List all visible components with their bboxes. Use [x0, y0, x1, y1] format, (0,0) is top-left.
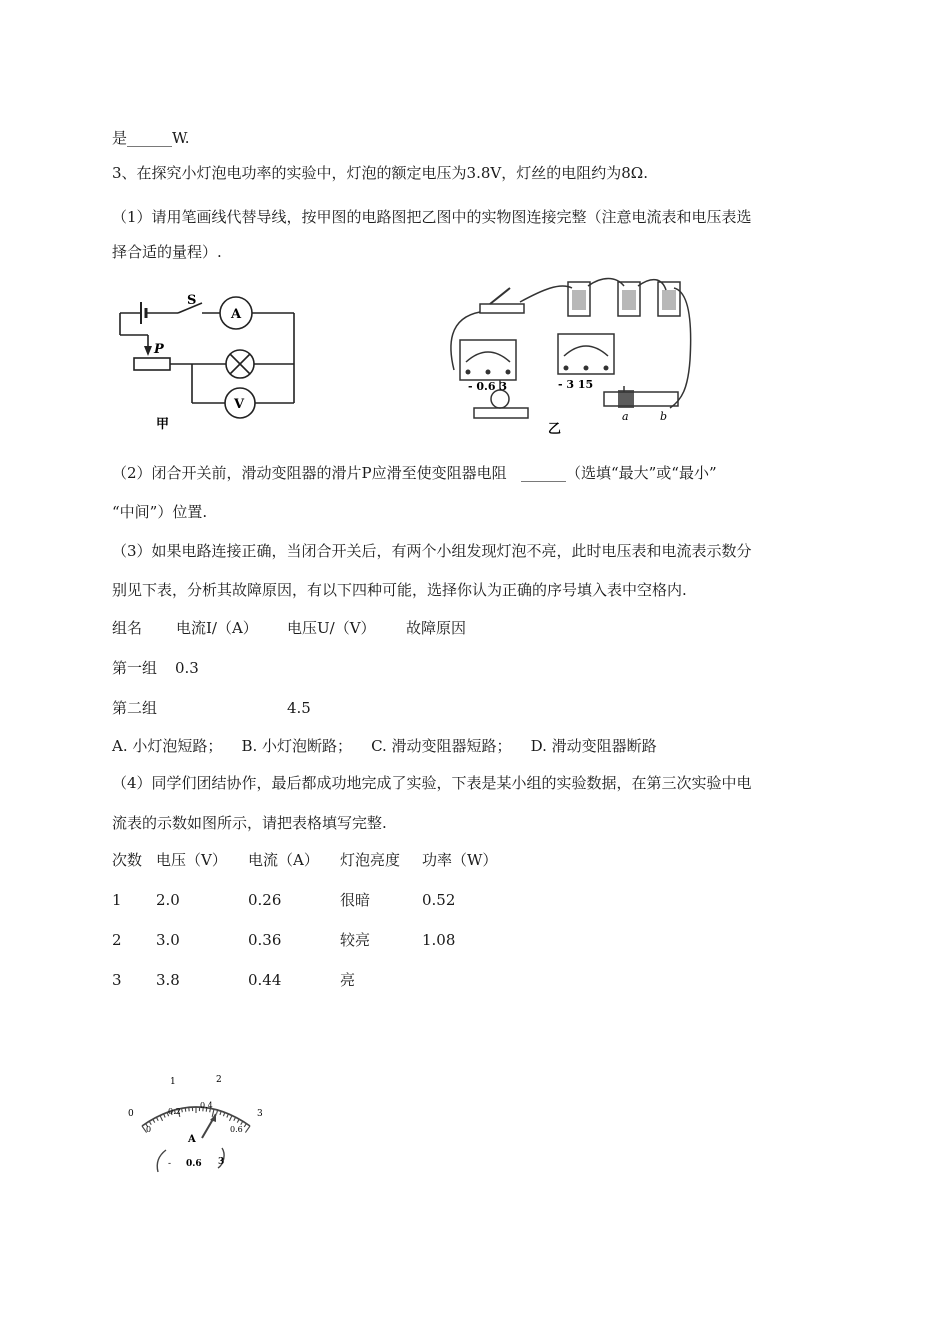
question-3-part4-cont: 流表的示数如图所示，请把表格填写完整. — [112, 814, 387, 832]
question-3-part3-cont: 别见下表，分析其故障原因，有以下四种可能，选择你认为正确的序号填入表中空格内. — [112, 581, 687, 599]
dial-tick — [244, 1124, 246, 1127]
outer-tick-2: 2 — [216, 1075, 222, 1085]
data-row-1-power: 0.52 — [422, 891, 456, 909]
fault-row-2-voltage: 4.5 — [287, 699, 311, 717]
data-header-current: 电流（A） — [248, 851, 319, 869]
data-header-brightness: 灯泡亮度 — [340, 851, 401, 869]
inner-tick-3: 0.6 — [230, 1125, 243, 1134]
fault-row-2-name: 第二组 — [112, 699, 158, 717]
question-3-stem: 3、在探究小灯泡电功率的实验中，灯泡的额定电压为3.8V，灯丝的电阻约为8Ω. — [112, 164, 648, 182]
data-row-1-current: 0.26 — [248, 891, 282, 909]
dial-tick — [245, 1126, 250, 1133]
data-row-2-brightness: 较亮 — [340, 931, 371, 949]
voltmeter-symbol-label: V — [234, 397, 245, 412]
dial-tick — [220, 1111, 221, 1115]
ammeter-dial — [118, 1068, 268, 1180]
data-row-1-trial: 1 — [112, 891, 122, 909]
fault-row-1-current: 0.3 — [175, 659, 199, 677]
dial-tick — [153, 1119, 155, 1122]
answer-options: A. 小灯泡短路； B. 小灯泡断路； C. 滑动变阻器短路； D. 滑动变阻器断路 — [112, 737, 657, 755]
data-row-3-current: 0.44 — [248, 971, 282, 989]
circuit-diagram-jia — [108, 288, 308, 433]
question-3-part3: （3）如果电路连接正确，当闭合开关后，有两个小组发现灯泡不亮，此时电压表和电流表示数分 — [112, 542, 752, 560]
answer-line-1: 是______W. — [112, 129, 190, 147]
fault-header-voltage: 电压U/（V） — [287, 619, 376, 637]
data-row-1-voltage: 2.0 — [156, 891, 180, 909]
data-row-2-power: 1.08 — [422, 931, 456, 949]
rheostat-end-b: b — [660, 410, 668, 423]
terminal-3: 3 — [218, 1157, 225, 1167]
outer-tick-1: 1 — [170, 1077, 176, 1087]
dial-tick — [164, 1114, 166, 1118]
dial-tick — [212, 1109, 214, 1117]
question-3-part2: （2）闭合开关前，滑动变阻器的滑片P应滑至使变阻器电阻 ______（选填“最大”或“最小” — [112, 464, 717, 482]
data-header-trial: 次数 — [112, 851, 143, 869]
figure-yi-label: 乙 — [548, 422, 562, 437]
switch-label: S — [187, 293, 197, 308]
dial-tick — [156, 1117, 158, 1121]
inner-tick-1: 0.2 — [168, 1107, 181, 1116]
data-row-3-voltage: 3.8 — [156, 971, 180, 989]
question-3-part1-cont: 择合适的量程）. — [112, 243, 222, 261]
data-row-2-current: 0.36 — [248, 931, 282, 949]
data-header-voltage: 电压（V） — [156, 851, 227, 869]
data-header-power: 功率（W） — [422, 851, 498, 869]
fault-header-current: 电流I/（A） — [176, 619, 258, 637]
ammeter-unit: A — [188, 1134, 196, 1145]
data-row-1-brightness: 很暗 — [340, 891, 371, 909]
dial-tick — [237, 1119, 239, 1122]
ammeter-terminals-label: - 0.6 3 — [468, 380, 508, 393]
outer-tick-3: 3 — [257, 1109, 263, 1119]
ammeter-symbol-label: A — [231, 307, 242, 322]
data-row-2-voltage: 3.0 — [156, 931, 180, 949]
dial-tick — [185, 1108, 186, 1112]
fault-header-reason: 故障原因 — [406, 619, 467, 637]
question-3-part1: （1）请用笔画线代替导线，按甲图的电路图把乙图中的实物图连接完整（注意电流表和电压表选 — [112, 208, 752, 226]
terminal-negative: - — [168, 1159, 172, 1169]
apparatus-diagram-yi — [442, 268, 700, 440]
outer-tick-0: 0 — [128, 1109, 134, 1119]
data-row-2-trial: 2 — [112, 931, 122, 949]
inner-tick-0: 0 — [146, 1125, 152, 1134]
dial-tick — [223, 1112, 224, 1116]
fault-row-1-name: 第一组 — [112, 659, 158, 677]
figure-jia-label: 甲 — [156, 417, 170, 432]
rheostat-end-a: a — [622, 410, 629, 423]
data-row-3-brightness: 亮 — [340, 971, 356, 989]
dial-tick — [182, 1108, 183, 1112]
voltmeter-terminals-label: - 3 15 — [558, 378, 594, 391]
data-row-3-trial: 3 — [112, 971, 122, 989]
question-3-part4: （4）同学们团结协作，最后都成功地完成了实验，下表是某小组的实验数据，在第三次实验中电 — [112, 774, 752, 792]
fault-header-group: 组名 — [112, 619, 143, 637]
inner-tick-2: 0.4 — [200, 1101, 213, 1110]
dial-tick — [160, 1115, 163, 1120]
question-3-part2-cont: “中间”）位置. — [112, 503, 208, 521]
slider-label: P — [154, 342, 164, 357]
terminal-0-6: 0.6 — [186, 1159, 202, 1169]
dial-tick — [234, 1117, 236, 1121]
dial-tick — [229, 1115, 232, 1120]
dial-tick — [227, 1114, 229, 1118]
